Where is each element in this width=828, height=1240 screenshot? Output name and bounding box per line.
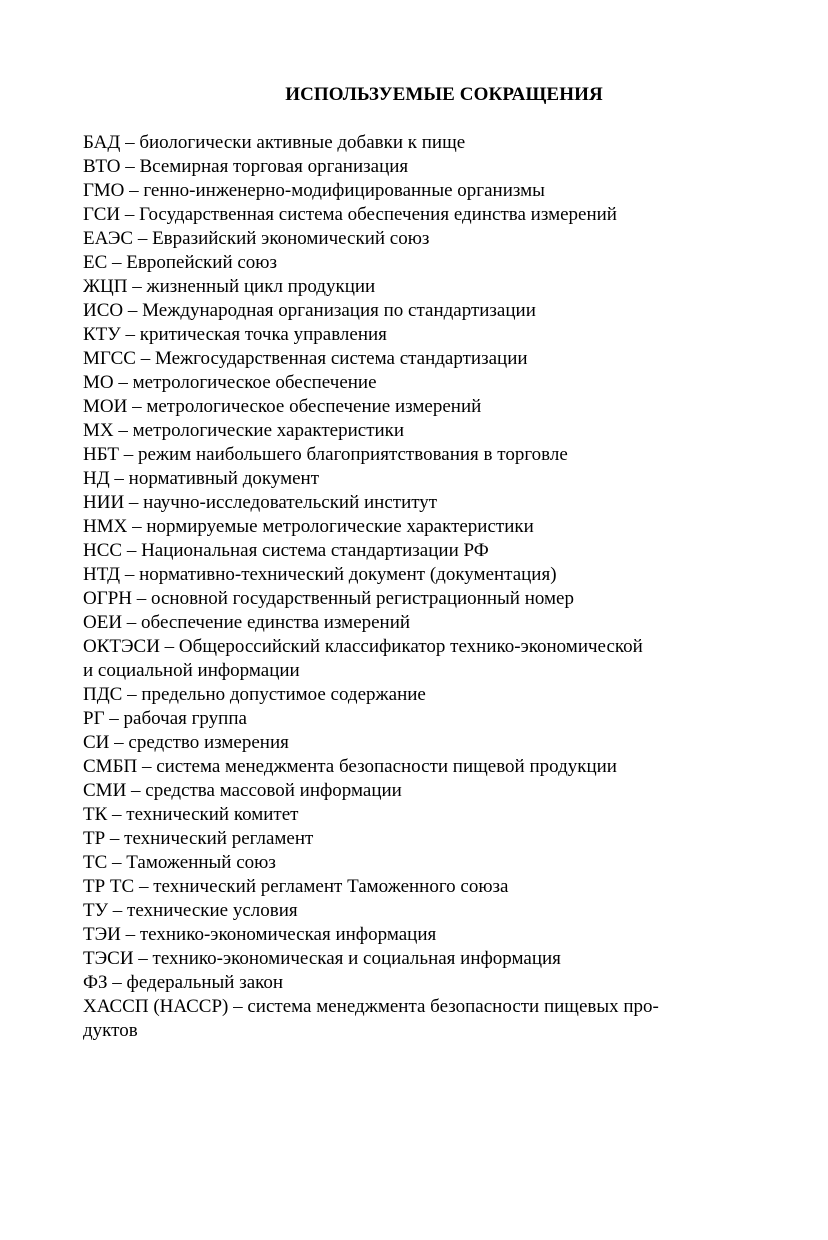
list-item: ГСИ – Государственная система обеспечения единства измерений (83, 204, 617, 225)
page-title: ИСПОЛЬЗУЕМЫЕ СОКРАЩЕНИЯ (285, 84, 603, 105)
list-item: ПДС – предельно допустимое содержание (83, 684, 426, 705)
list-item: ФЗ – федеральный закон (83, 972, 284, 993)
list-item: ТЭСИ – технико-экономическая и социальная информация (83, 948, 561, 969)
list-item: ТС – Таможенный союз (83, 852, 276, 873)
list-item: ЕС – Европейский союз (83, 252, 278, 273)
list-item: СМИ – средства массовой информации (83, 780, 402, 801)
list-item: ТР – технический регламент (83, 828, 314, 849)
list-item: ЖЦП – жизненный цикл продукции (83, 276, 376, 297)
list-item: ВТО – Всемирная торговая организация (83, 156, 409, 177)
list-item: ОКТЭСИ – Общероссийский классификатор технико-экономической и социальной информации (83, 636, 643, 681)
list-item: НСС – Национальная система стандартизации РФ (83, 540, 489, 561)
list-item: СИ – средство измерения (83, 732, 289, 753)
list-item: ГМО – генно-инженерно-модифицированные организмы (83, 180, 545, 201)
list-item: МХ – метрологические характеристики (83, 420, 405, 441)
list-item: НБТ – режим наибольшего благоприятствования в торговле (83, 444, 568, 465)
list-item: ТУ – технические условия (83, 900, 298, 921)
list-item: ТЭИ – технико-экономическая информация (83, 924, 437, 945)
list-item: МГСС – Межгосударственная система стандартизации (83, 348, 528, 369)
list-item: БАД – биологически активные добавки к пище (83, 132, 466, 153)
list-item: НД – нормативный документ (83, 468, 319, 489)
list-item: ТР ТС – технический регламент Таможенного союза (83, 876, 509, 897)
list-item: РГ – рабочая группа (83, 708, 247, 729)
list-item: ЕАЭС – Евразийский экономический союз (83, 228, 430, 249)
list-item: ИСО – Международная организация по стандартизации (83, 300, 536, 321)
list-item: НТД – нормативно-технический документ (документация) (83, 564, 557, 585)
list-item: ТК – технический комитет (83, 804, 299, 825)
list-item: ХАССП (НАССР) – система менеджмента безопасности пищевых про- дуктов (83, 996, 659, 1041)
list-item: ОЕИ – обеспечение единства измерений (83, 612, 411, 633)
list-item: НИИ – научно-исследовательский институт (83, 492, 438, 513)
list-item: НМХ – нормируемые метрологические характеристики (83, 516, 534, 537)
list-item: СМБП – система менеджмента безопасности пищевой продукции (83, 756, 617, 777)
abbreviations-list (83, 131, 723, 1043)
list-item: КТУ – критическая точка управления (83, 324, 387, 345)
list-item: МО – метрологическое обеспечение (83, 372, 377, 393)
list-item: ОГРН – основной государственный регистрационный номер (83, 588, 574, 609)
list-item: МОИ – метрологическое обеспечение измерений (83, 396, 482, 417)
